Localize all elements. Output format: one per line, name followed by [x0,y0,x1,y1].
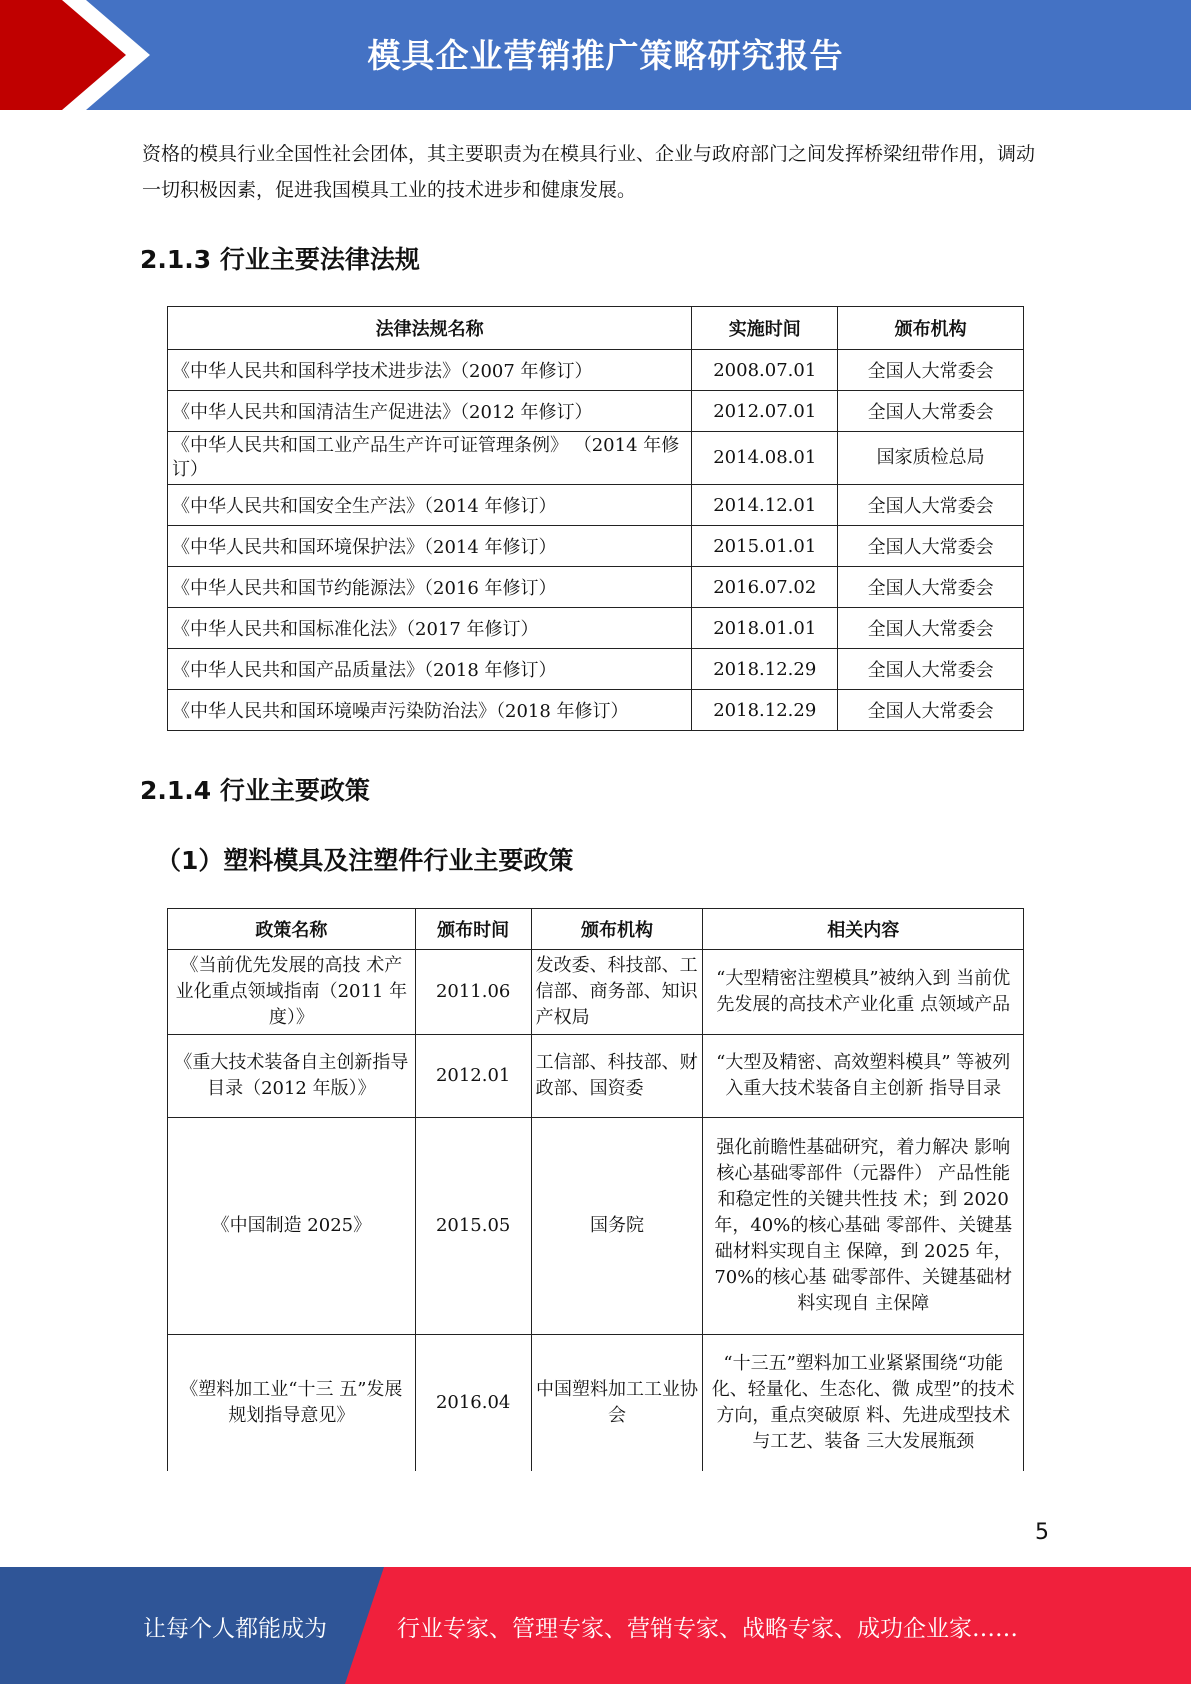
table-header-row [168,307,1024,350]
laws-table [167,306,1024,731]
law-agency: 全国人大常委会 [838,526,1024,567]
law-agency: 国家质检总局 [838,432,1024,485]
policy-agency: 中国塑料加工工业协会 [531,1335,703,1472]
law-name: 《中华人民共和国清洁生产促进法》（2012 年修订） [168,391,692,432]
policy-date: 2012.01 [415,1035,531,1118]
policy-table [167,908,1024,1471]
law-agency: 全国人大常委会 [838,649,1024,690]
law-date: 2014.08.01 [692,432,838,485]
law-name: 《中华人民共和国标准化法》（2017 年修订） [168,608,692,649]
column-header: 相关内容 [703,909,1024,950]
table-row [168,1118,1024,1335]
policy-name: 《塑料加工业“十三 五”发展规划指导意见》 [168,1335,416,1472]
table-row [168,1335,1024,1472]
section-heading-2-1-4: 2.1.4 行业主要政策 [140,776,370,805]
column-header: 政策名称 [168,909,416,950]
law-name: 《中华人民共和国产品质量法》（2018 年修订） [168,649,692,690]
policy-name: 《中国制造 2025》 [168,1118,416,1335]
policy-date: 2011.06 [415,950,531,1035]
subsection-heading-plastic-molds: （1）塑料模具及注塑件行业主要政策 [156,846,574,875]
table-row [168,526,1024,567]
table-row [168,485,1024,526]
table-row [168,608,1024,649]
policy-date: 2016.04 [415,1335,531,1472]
table-row [168,950,1024,1035]
table-row [168,432,1024,485]
page-header [0,0,1191,110]
law-name: 《中华人民共和国工业产品生产许可证管理条例》 （2014 年修订） [168,432,692,485]
table-row [168,567,1024,608]
section-heading-2-1-3: 2.1.3 行业主要法律法规 [140,245,420,274]
column-header: 颁布机构 [531,909,703,950]
law-name: 《中华人民共和国科学技术进步法》（2007 年修订） [168,350,692,391]
law-date: 2018.01.01 [692,608,838,649]
law-date: 2014.12.01 [692,485,838,526]
column-header: 法律法规名称 [168,307,692,350]
policy-date: 2015.05 [415,1118,531,1335]
policy-content: “十三五”塑料加工业紧紧围绕“功能化、轻量化、生态化、微 成型”的技术方向，重点突破原 料、先进成型技术与工艺、装备 三大发展瓶颈 [703,1335,1024,1472]
law-agency: 全国人大常委会 [838,391,1024,432]
law-agency: 全国人大常委会 [838,567,1024,608]
law-name: 《中华人民共和国环境保护法》（2014 年修订） [168,526,692,567]
intro-paragraph: 资格的模具行业全国性社会团体，其主要职责为在模具行业、企业与政府部门之间发挥桥梁纽带作用，调动一切积极因素，促进我国模具工业的技术进步和健康发展。 [142,143,1036,201]
column-header: 实施时间 [692,307,838,350]
law-agency: 全国人大常委会 [838,608,1024,649]
table-row [168,649,1024,690]
law-date: 2016.07.02 [692,567,838,608]
law-date: 2008.07.01 [692,350,838,391]
policy-agency: 工信部、科技部、财政部、国资委 [531,1035,703,1118]
policy-name: 《当前优先发展的高技 术产业化重点领域指南（2011 年度）》 [168,950,416,1035]
law-agency: 全国人大常委会 [838,485,1024,526]
column-header: 颁布机构 [838,307,1024,350]
law-date: 2018.12.29 [692,649,838,690]
law-agency: 全国人大常委会 [838,690,1024,731]
table-header-row [168,909,1024,950]
law-name: 《中华人民共和国节约能源法》（2016 年修订） [168,567,692,608]
policy-content: 强化前瞻性基础研究，着力解决 影响核心基础零部件（元器件） 产品性能和稳定性的关键共性技 术；到 2020 年，40%的核心基础 零部件、关键基础材料实现自主 保障，到 2025 年，70%的核心基 础零部件、关键基础材料实现自 主保障 [703,1118,1024,1335]
policy-name: 《重大技术装备自主创新指导目录（2012 年版）》 [168,1035,416,1118]
page-number: 5 [1035,1520,1049,1545]
table-row [168,391,1024,432]
policy-agency: 国务院 [531,1118,703,1335]
law-date: 2018.12.29 [692,690,838,731]
column-header: 颁布时间 [415,909,531,950]
footer-slogan-left: 让每个人都能成为 [143,1616,327,1642]
law-name: 《中华人民共和国环境噪声污染防治法》（2018 年修订） [168,690,692,731]
law-date: 2012.07.01 [692,391,838,432]
policy-content: “大型精密注塑模具”被纳入到 当前优先发展的高技术产业化重 点领域产品 [703,950,1024,1035]
table-row [168,1035,1024,1118]
page-footer [0,1567,1191,1684]
table-row [168,690,1024,731]
report-title: 模具企业营销推广策略研究报告 [367,36,844,75]
law-name: 《中华人民共和国安全生产法》（2014 年修订） [168,485,692,526]
law-agency: 全国人大常委会 [838,350,1024,391]
policy-content: “大型及精密、高效塑料模具” 等被列入重大技术装备自主创新 指导目录 [703,1035,1024,1118]
policy-agency: 发改委、科技部、工信部、商务部、知识产权局 [531,950,703,1035]
footer-slogan-right: 行业专家、管理专家、营销专家、战略专家、成功企业家…… [397,1616,1018,1642]
law-date: 2015.01.01 [692,526,838,567]
table-row [168,350,1024,391]
